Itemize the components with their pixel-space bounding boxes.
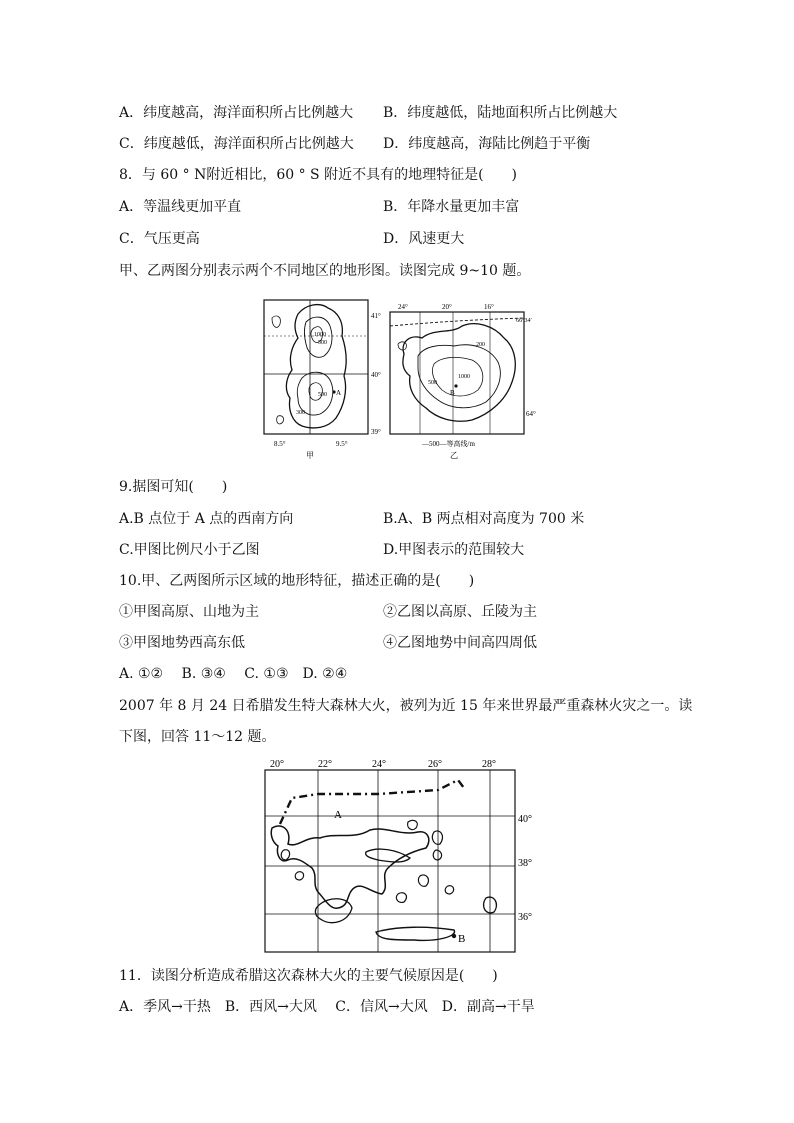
- lat-label-36: 36°: [518, 912, 532, 923]
- map-jia: [264, 300, 381, 460]
- q10-item-2: ②乙图以高原、丘陵为主: [383, 604, 537, 620]
- greece-border-line: [280, 780, 464, 824]
- lat-label-40: 40°: [518, 814, 532, 825]
- jia-lon-right: 9.5°: [336, 440, 348, 448]
- q10-item-1: ①甲图高原、山地为主: [119, 604, 259, 620]
- q7-option-b: B．纬度越低，陆地面积所占比例越大: [383, 105, 618, 121]
- map-jia-frame: [264, 300, 368, 434]
- q8-option-a: A．等温线更加平直: [119, 199, 242, 215]
- lon-label-26: 26°: [428, 759, 442, 770]
- lon-label-28: 28°: [482, 759, 496, 770]
- figure-greece-map: [258, 756, 548, 956]
- q9-stem: 9.据图可知( ): [119, 479, 228, 495]
- map-yi-frame: [390, 312, 524, 434]
- q10-options: A. ①② B. ③④ C. ①③ D. ②④: [119, 666, 348, 682]
- yi-lon-2: 20°: [442, 303, 452, 311]
- q10-item-3: ③甲图地势西高东低: [119, 635, 245, 651]
- q9-option-a: A.B 点位于 A 点的西南方向: [119, 511, 294, 527]
- intro-11-12-line2: 下图，回答 11～12 题。: [119, 729, 276, 745]
- q11-stem: 11．读图分析造成希腊这次森林大火的主要气候原因是( ): [119, 968, 498, 984]
- yi-lon-3: 16°: [484, 303, 494, 311]
- jia-lat-bottom: 39°: [371, 428, 381, 436]
- arctic-circle-line: [390, 318, 524, 326]
- q10-stem: 10.甲、乙两图所示区域的地形特征，描述正确的是( ): [119, 573, 475, 589]
- q7-option-d: D．纬度越高，海陆比例趋于平衡: [383, 136, 591, 152]
- intro-11-12-line1: 2007 年 8 月 24 日希腊发生特大森林大火，被列为近 15 年来世界最严重森林火灾之一。读: [119, 698, 693, 714]
- jia-contour-label-1: 500: [318, 340, 327, 346]
- q11-options: A．季风→干热 B．西风→大风 C．信风→大风 D．副高→干旱: [119, 999, 535, 1015]
- jia-caption: 甲: [306, 451, 314, 460]
- greece-point-b: B: [458, 933, 466, 945]
- yi-contour-label-1: 200: [476, 342, 485, 348]
- jia-contour-label-2: 1000: [314, 332, 326, 338]
- yi-lat-bottom: 64°: [526, 410, 536, 418]
- q7-option-a: A．纬度越高，海洋面积所占比例越大: [119, 105, 354, 121]
- jia-lat-top: 41°: [371, 312, 381, 320]
- q8-option-b: B．年降水量更加丰富: [383, 199, 520, 215]
- jia-point-a: A: [336, 389, 342, 397]
- greece-point-b-marker: [452, 934, 456, 938]
- lat-label-38: 38°: [518, 858, 532, 869]
- yi-lon-1: 24°: [398, 303, 408, 311]
- jia-lat-mid: 40°: [371, 371, 381, 379]
- q8-option-d: D．风速更大: [383, 231, 465, 247]
- lon-label-24: 24°: [372, 759, 386, 770]
- lon-label-22: 22°: [318, 759, 332, 770]
- figure-topographic-maps: [258, 296, 538, 466]
- yi-legend: —500—等高线/m: [422, 440, 475, 448]
- q8-stem: 8．与 60 ° N附近相比，60 ° S 附近不具有的地理特征是( ): [119, 167, 518, 183]
- yi-caption: 乙: [450, 451, 458, 460]
- q10-item-4: ④乙图地势中间高四周低: [383, 635, 537, 651]
- jia-contour-label-4: 300: [296, 410, 305, 416]
- intro-9-10: 甲、乙两图分别表示两个不同地区的地形图。读图完成 9~10 题。: [119, 263, 531, 279]
- lon-label-20: 20°: [270, 759, 284, 770]
- q9-option-b: B.A、B 两点相对高度为 700 米: [383, 511, 585, 527]
- q8-option-c: C．气压更高: [119, 231, 200, 247]
- yi-point-b: B: [450, 389, 455, 397]
- jia-lon-left: 8.5°: [274, 440, 286, 448]
- q9-option-c: C.甲图比例尺小于乙图: [119, 542, 260, 558]
- q9-option-d: D.甲图表示的范围较大: [383, 542, 525, 558]
- yi-contour-label-3: 1000: [458, 374, 470, 380]
- q7-option-c: C．纬度越低，海洋面积所占比例越大: [119, 136, 354, 152]
- yi-arctic-circle: 66°34′: [516, 318, 532, 324]
- jia-contour-label-3: 500: [318, 392, 327, 398]
- map-yi: [390, 303, 536, 460]
- greece-point-a: A: [334, 809, 342, 821]
- yi-contour-label-2: 500: [428, 380, 437, 386]
